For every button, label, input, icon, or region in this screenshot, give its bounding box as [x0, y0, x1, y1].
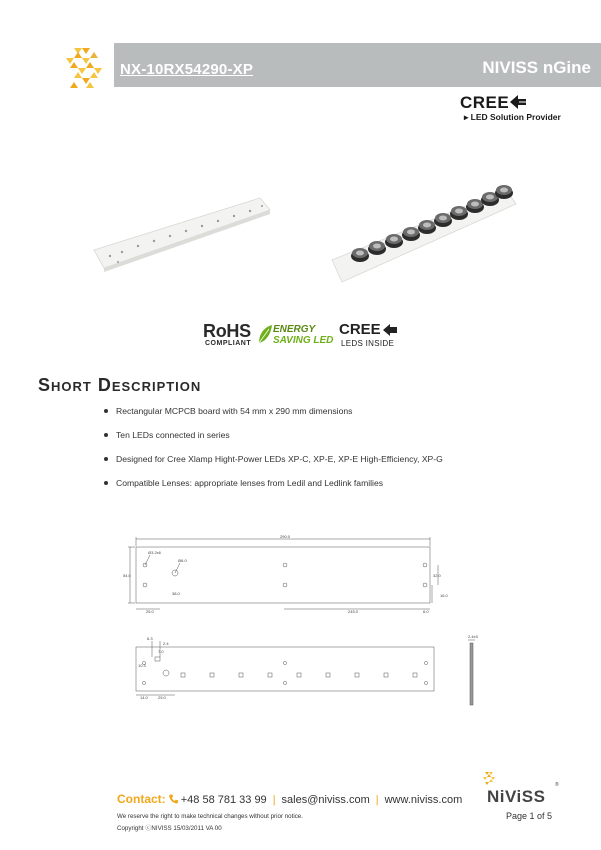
dim-hole-small: Ø3.2x6	[148, 550, 161, 555]
cree-tagline: ▸ LED Solution Provider	[464, 112, 561, 122]
description-list	[104, 405, 443, 501]
dim-thickness: 2.4±0	[468, 634, 478, 639]
disclaimer: We reserve the right to make technical changes without prior notice.	[117, 813, 303, 820]
dim-bottom-right: 6.0	[423, 609, 429, 614]
rohs-badge: RoHS	[203, 321, 251, 341]
niviss-triangle-logo-icon	[60, 42, 112, 94]
rohs-compliant-label: COMPLIANT	[205, 340, 252, 347]
cree-badge-chevron-icon	[383, 324, 397, 336]
separator-2: |	[375, 794, 379, 806]
dim-width: 54.0	[123, 573, 131, 578]
cree-logo	[458, 93, 561, 125]
registered-mark: ®	[555, 782, 559, 788]
dim-d5: 14.0	[140, 695, 148, 700]
product-code: NX-10RX54290-XP	[120, 61, 254, 78]
phone-number[interactable]: +48 58 781 33 99	[180, 794, 267, 806]
bare-board-image	[92, 188, 272, 280]
list-item: Ten LEDs connected in series	[104, 429, 443, 453]
cree-chevron-icon	[510, 95, 526, 109]
cree-badge-word: CREE	[339, 321, 381, 338]
energy-label: ENERGY	[273, 324, 316, 335]
list-item: Rectangular MCPCB board with 54 mm x 290 mm dimensions	[104, 405, 443, 429]
cree-logo-word: CREE	[460, 93, 510, 112]
dim-d1: 6.3	[147, 636, 153, 641]
dim-right-b: 16.0	[440, 593, 448, 598]
dim-bottom-left: 25.0	[146, 609, 154, 614]
contact-line	[117, 792, 462, 806]
separator-1: |	[272, 794, 276, 806]
list-item: Compatible Lenses: appropriate lenses from Ledil and Ledlink families	[104, 477, 443, 501]
technical-drawing-top-view	[120, 533, 450, 615]
copyright: Copyright ⓒNIVISS 15/03/2011 VA 00	[117, 825, 222, 832]
website-link[interactable]: www.niviss.com	[384, 794, 463, 806]
energy-leaf-icon	[257, 323, 273, 345]
email-link[interactable]: sales@niviss.com	[281, 794, 370, 806]
dim-bottom-mid: 245.0	[348, 609, 359, 614]
phone-icon	[169, 794, 178, 804]
dim-d6: 29.0	[158, 695, 166, 700]
board-with-lenses-image	[330, 178, 518, 290]
dim-d4: 7.0	[158, 649, 164, 654]
technical-drawing-led-layout	[128, 633, 458, 703]
dim-offset: 38.0	[172, 591, 180, 596]
saving-led-label: SAVING LED	[273, 335, 334, 346]
niviss-dots-icon	[481, 770, 501, 788]
dim-overall-length: 290.0	[280, 534, 291, 539]
certification-badges	[203, 321, 403, 351]
dim-d2: 2.4	[163, 641, 169, 646]
contact-label: Contact:	[117, 792, 166, 806]
leds-inside-label: LEDS INSIDE	[341, 339, 395, 348]
page-number: Page 1 of 5	[506, 811, 553, 821]
technical-drawing-side-profile	[464, 633, 486, 707]
dim-hole-big: Ø6.0	[178, 558, 187, 563]
section-title: Short Description	[38, 375, 202, 395]
dim-d3: 10.3	[138, 663, 146, 668]
list-item: Designed for Cree Xlamp Hight-Power LEDs XP-C, XP-E, XP-E High-Efficiency, XP-G	[104, 453, 443, 477]
header-bar	[114, 43, 601, 87]
dim-right-a: 32.0	[433, 573, 441, 578]
brand-title: NIVISS nGine	[482, 58, 591, 77]
niviss-wordmark: NiViSS	[487, 787, 546, 806]
niviss-footer-logo	[475, 770, 560, 810]
